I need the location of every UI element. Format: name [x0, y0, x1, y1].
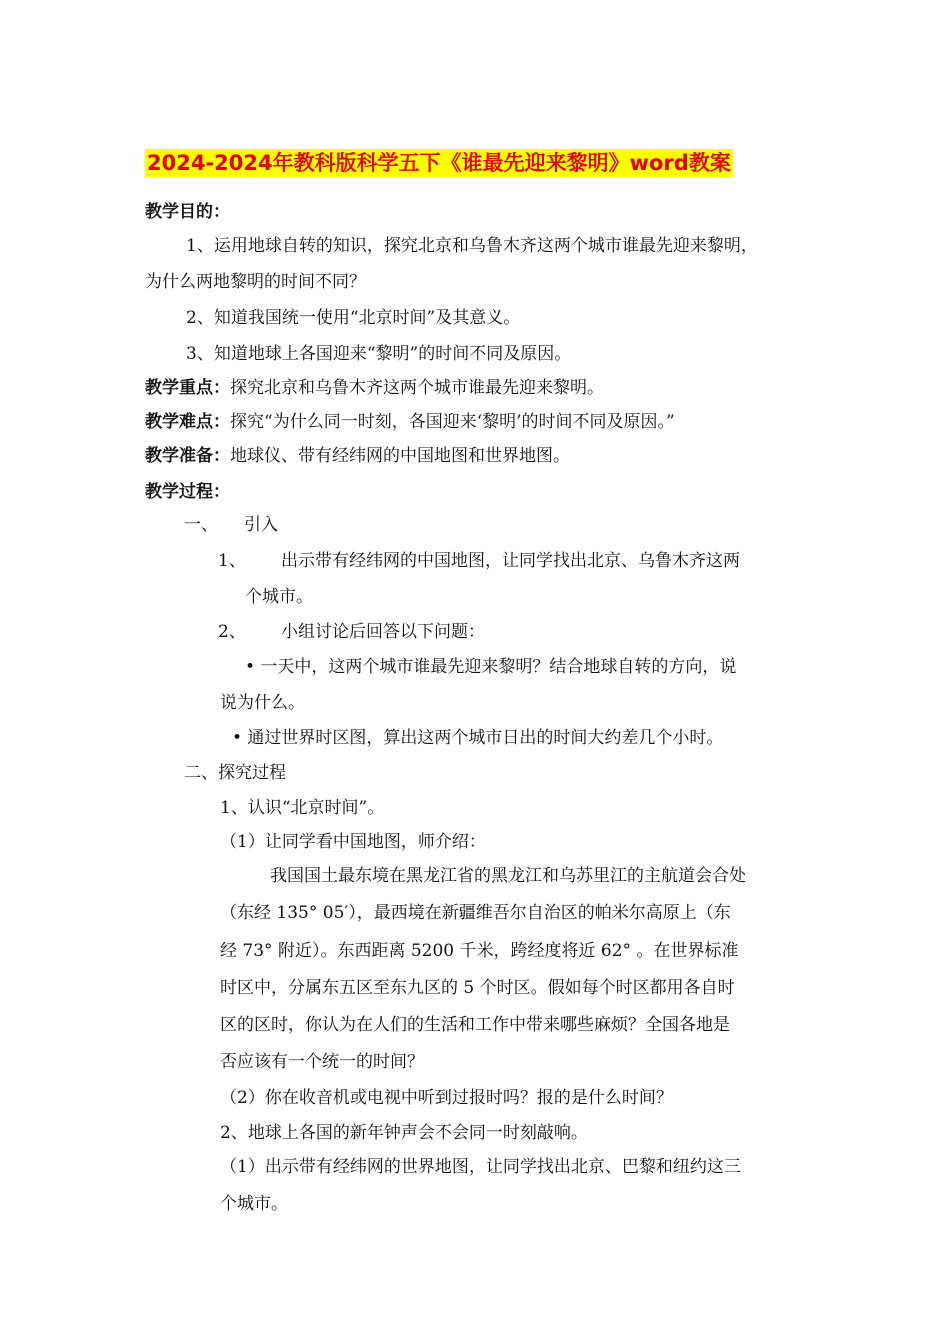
objective-3: 3、知道地球上各国迎来“黎明”的时间不同及原因。 [186, 344, 572, 364]
sub-2-1-line-1: （1）出示带有经纬网的世界地图，让同学找出北京、巴黎和纽约这三 [220, 1157, 741, 1177]
sub-1-2: （2）你在收音机或电视中听到过报时吗？报的是什么时间？ [220, 1088, 673, 1108]
objective-1-line-1: 1、运用地球自转的知识，探究北京和乌鲁木齐这两个城市谁最先迎来黎明， [186, 236, 758, 256]
step-2-text: 小组讨论后回答以下问题： [281, 622, 485, 642]
step-1-line-1: 出示带有经纬网的中国地图，让同学找出北京、乌鲁木齐这两 [281, 551, 740, 571]
step-2-number: 2、 [218, 622, 246, 642]
section-1-title: 引入 [244, 515, 278, 535]
paragraph-line: 经 73° 附近）。东西距离 5200 千米，跨经度将近 62° 。在世界标准 [220, 941, 739, 961]
key-point-label: 教学重点： [145, 378, 230, 398]
sub-1: 1、认识“北京时间”。 [220, 798, 385, 818]
paragraph-line: 时区中，分属东五区至东九区的 5 个时区。假如每个时区都用各自时 [220, 978, 735, 998]
difficulty [145, 410, 675, 434]
objective-2: 2、知道我国统一使用“北京时间”及其意义。 [186, 308, 521, 328]
paragraph-line: 区的区时，你认为在人们的生活和工作中带来哪些麻烦？全国各地是 [220, 1015, 730, 1035]
bullet-1-line-2: 说为什么。 [220, 693, 305, 713]
preparation-text: 地球仪、带有经纬网的中国地图和世界地图。 [230, 446, 570, 466]
paragraph-line: 否应该有一个统一的时间？ [220, 1052, 424, 1072]
preparation [145, 444, 570, 468]
step-1-line-2: 个城市。 [245, 587, 313, 607]
objective-1-line-2: 为什么两地黎明的时间不同？ [145, 272, 366, 292]
key-point [145, 376, 604, 400]
bullet-2: • 通过世界时区图，算出这两个城市日出的时间大约差几个小时。 [232, 728, 724, 748]
preparation-label: 教学准备： [145, 446, 230, 466]
paragraph-line: （东经 135° 05′），最西境在新疆维吾尔自治区的帕米尔高原上（东 [220, 903, 731, 923]
paragraph-line: 我国国土最东境在黑龙江省的黑龙江和乌苏里江的主航道会合处 [270, 866, 746, 886]
document-title: 2024-2024年教科版科学五下《谁最先迎来黎明》word教案 [147, 151, 731, 175]
section-1-number: 一、 [184, 515, 218, 535]
sub-1-1: （1）让同学看中国地图，师介绍： [220, 832, 486, 852]
sub-2: 2、地球上各国的新年钟声会不会同一时刻敲响。 [220, 1123, 588, 1143]
difficulty-text: 探究“为什么同一时刻，各国迎来‘黎明’的时间不同及原因。” [230, 412, 675, 432]
step-1-number: 1、 [218, 551, 246, 571]
key-point-text: 探究北京和乌鲁木齐这两个城市谁最先迎来黎明。 [230, 378, 604, 398]
process-heading: 教学过程： [145, 482, 230, 502]
sub-2-1-line-2: 个城市。 [220, 1194, 288, 1214]
section-2-title: 二、探究过程 [184, 763, 286, 783]
difficulty-label: 教学难点： [145, 412, 230, 432]
objectives-heading: 教学目的： [145, 202, 230, 222]
bullet-1-line-1: • 一天中，这两个城市谁最先迎来黎明？结合地球自转的方向，说 [245, 657, 737, 677]
